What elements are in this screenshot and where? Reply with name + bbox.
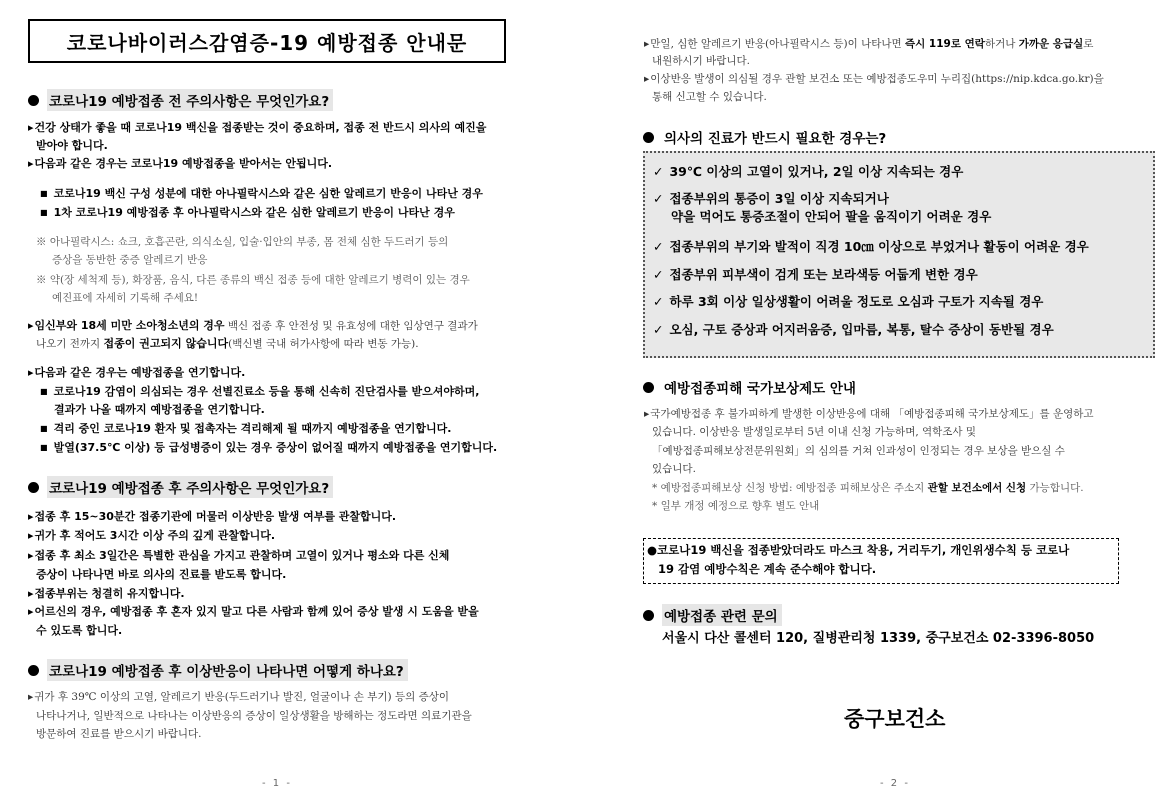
check-icon: ✓: [653, 164, 664, 179]
text-line: ▸ 귀가 후 39℃ 이상의 고열, 알레르기 반응(두드러기나 발진, 얼굴이나 손 부기) 등의 증상이: [28, 689, 449, 705]
text-line: 받아야 합니다.: [36, 139, 108, 152]
text-line: 있습니다.: [652, 463, 696, 475]
check-icon: ✓: [653, 191, 664, 206]
section-heading-doctor-required: 의사의 진료가 반드시 필요한 경우는?: [643, 126, 890, 148]
section-heading-inquiry: 예방접종 관련 문의: [643, 604, 782, 626]
bullet-dot-icon: [28, 665, 39, 676]
text-line: ▸ 이상반응 발생이 의심될 경우 관할 보건소 또는 예방접종도우미 누리집(https://nip.kdca.go.kr)을: [644, 71, 1104, 87]
bullet-dot-icon: [643, 132, 654, 143]
bullet-dot-icon: [28, 95, 39, 106]
note-line: ※ 아나필락시스: 쇼크, 호흡곤란, 의식소실, 입술·입안의 부종, 몸 전체 심한 두드러기 등의: [36, 236, 449, 248]
bullet-dot-icon: [643, 610, 654, 621]
text-line: ▸ 임신부와 18세 미만 소아청소년의 경우 백신 접종 후 안전성 및 유효성에 대한 임상연구 결과가: [28, 318, 478, 334]
list-item: ■ 1차 코로나19 예방접종 후 아나필락시스와 같은 심한 알레르기 반응이 나타난 경우: [40, 205, 455, 222]
doctor-required-box: [643, 151, 1155, 358]
list-item: ■ 코로나19 백신 구성 성분에 대한 아나필락시스와 같은 심한 알레르기 반응이 나타난 경우: [40, 186, 483, 203]
check-icon: ✓: [653, 322, 664, 337]
text-line: 내원하시기 바랍니다.: [652, 55, 750, 67]
text-line: ●코로나19 백신을 접종받았더라도 마스크 착용, 거리두기, 개인위생수칙 등 코로나: [647, 543, 1070, 557]
bullet-dot-icon: [28, 482, 39, 493]
list-item: ✓ 39℃ 이상의 고열이 있거나, 2일 이상 지속되는 경우: [653, 164, 964, 179]
text-line: 나타나거나, 일반적으로 나타나는 이상반응의 증상이 일상생활을 방해하는 정도라면 의료기관을: [36, 710, 472, 722]
text-line: ▸ 국가예방접종 후 불가피하게 발생한 이상반응에 대해 「예방접종피해 국가보상제도」를 운영하고: [644, 406, 1094, 422]
list-item: ✓ 오심, 구토 증상과 어지러움증, 입마름, 복통, 탈수 증상이 동반될 경우: [653, 322, 1054, 337]
section-heading-adverse-reaction: 코로나19 예방접종 후 이상반응이 나타나면 어떻게 하나요?: [28, 659, 408, 681]
text-line: ▸ 다음과 같은 경우는 예방접종을 연기합니다.: [28, 365, 245, 381]
list-item: ■ 발열(37.5℃ 이상) 등 급성병증이 있는 경우 증상이 없어질 때까지 예방접종을 연기합니다.: [40, 440, 497, 457]
document-title: 코로나바이러스감염증-19 예방접종 안내문: [28, 19, 506, 63]
text-line: 통해 신고할 수 있습니다.: [652, 91, 767, 103]
list-item: ✓ 하루 3회 이상 일상생활이 어려울 정도로 오심과 구토가 지속될 경우: [653, 294, 1044, 309]
note-line: ※ 약(장 세척제 등), 화장품, 음식, 다른 종류의 백신 접종 등에 대한 알레르기 병력이 있는 경우: [36, 274, 470, 286]
note-line: * 예방접종피해보상 신청 방법: 예방접종 피해보상은 주소지 관할 보건소에서 신청 가능합니다.: [652, 482, 1084, 494]
text-line: 방문하여 진료를 받으시기 바랍니다.: [36, 728, 202, 740]
text-line: ▸ 만일, 심한 알레르기 반응(아나필락시스 등)이 나타나면 즉시 119로 연락하거나 가까운 응급실로: [644, 36, 1093, 52]
note-line: 예진표에 자세히 기록해 주세요!: [52, 292, 199, 304]
text-line: ▸ 건강 상태가 좋을 때 코로나19 백신을 접종받는 것이 중요하며, 접종 전 반드시 의사의 예진을: [28, 120, 486, 136]
page-number: - 1 -: [262, 778, 292, 789]
section-heading-post-vaccination: 코로나19 예방접종 후 주의사항은 무엇인가요?: [28, 476, 333, 498]
text-line: 나오기 전까지 접종이 권고되지 않습니다(백신별 국내 허가사항에 따라 변동 가능).: [36, 337, 419, 350]
text-line: ▸ 어르신의 경우, 예방접종 후 혼자 있지 말고 다른 사람과 함께 있어 증상 발생 시 도움을 받을: [28, 604, 479, 620]
text-line: ▸ 귀가 후 적어도 3시간 이상 주의 깊게 관찰합니다.: [28, 528, 275, 544]
text-line: 있습니다. 이상반응 발생일로부터 5년 이내 신청 가능하며, 역학조사 및: [652, 426, 977, 438]
text-line: 수 있도록 합니다.: [36, 624, 123, 637]
text-line: 「예방접종피해보상전문위원회」의 심의를 거쳐 인과성이 인정되는 경우 보상을 받으실 수: [652, 445, 1065, 457]
list-item: ✓ 접종부위의 통증이 3일 이상 지속되거나: [653, 191, 889, 206]
text-line: ▸ 다음과 같은 경우는 코로나19 예방접종을 받아서는 안됩니다.: [28, 156, 332, 172]
page-2: [586, 0, 1172, 802]
list-item: ■ 격리 중인 코로나19 환자 및 접촉자는 격리해제 될 때까지 예방접종을 연기합니다.: [40, 421, 451, 438]
contact-info: 서울시 다산 콜센터 120, 질병관리청 1339, 중구보건소 02-3396-8050: [662, 631, 1095, 646]
section-heading-compensation: 예방접종피해 국가보상제도 안내: [643, 376, 860, 398]
check-icon: ✓: [653, 294, 664, 309]
bullet-dot-icon: [643, 382, 654, 393]
list-item: ■ 코로나19 감염이 의심되는 경우 선별진료소 등을 통해 신속히 진단검사를 받으셔야하며,: [40, 384, 479, 401]
organization-name: 중구보건소: [844, 707, 946, 731]
note-line: 증상을 동반한 중증 알레르기 반응: [52, 254, 208, 266]
list-item: 약을 먹어도 통증조절이 안되어 팔을 움직이기 어려운 경우: [671, 209, 992, 224]
mask-notice-box: [643, 538, 1119, 584]
text-line: ▸ 접종 후 최소 3일간은 특별한 관심을 가지고 관찰하며 고열이 있거나 평소와 다른 신체: [28, 548, 449, 564]
check-icon: ✓: [653, 239, 664, 254]
text-line: ▸ 접종부위는 청결히 유지합니다.: [28, 586, 185, 602]
text-line: 증상이 나타나면 바로 의사의 진료를 받도록 합니다.: [36, 568, 287, 581]
section-heading-pre-vaccination: 코로나19 예방접종 전 주의사항은 무엇인가요?: [28, 89, 333, 111]
text-line: ▸ 접종 후 15~30분간 접종기관에 머물러 이상반응 발생 여부를 관찰합니다.: [28, 509, 396, 525]
list-item: ✓ 접종부위의 부기와 발적이 직경 10㎝ 이상으로 부었거나 활동이 어려운 경우: [653, 239, 1089, 254]
page-number: - 2 -: [880, 778, 910, 789]
text-line: 19 감염 예방수칙은 계속 준수해야 합니다.: [658, 562, 877, 576]
list-item: ✓ 접종부위 피부색이 검게 또는 보라색등 어둡게 변한 경우: [653, 267, 978, 282]
check-icon: ✓: [653, 267, 664, 282]
list-item: 결과가 나올 때까지 예방접종을 연기합니다.: [54, 403, 265, 416]
note-line: * 일부 개정 예정으로 향후 별도 안내: [652, 500, 820, 512]
